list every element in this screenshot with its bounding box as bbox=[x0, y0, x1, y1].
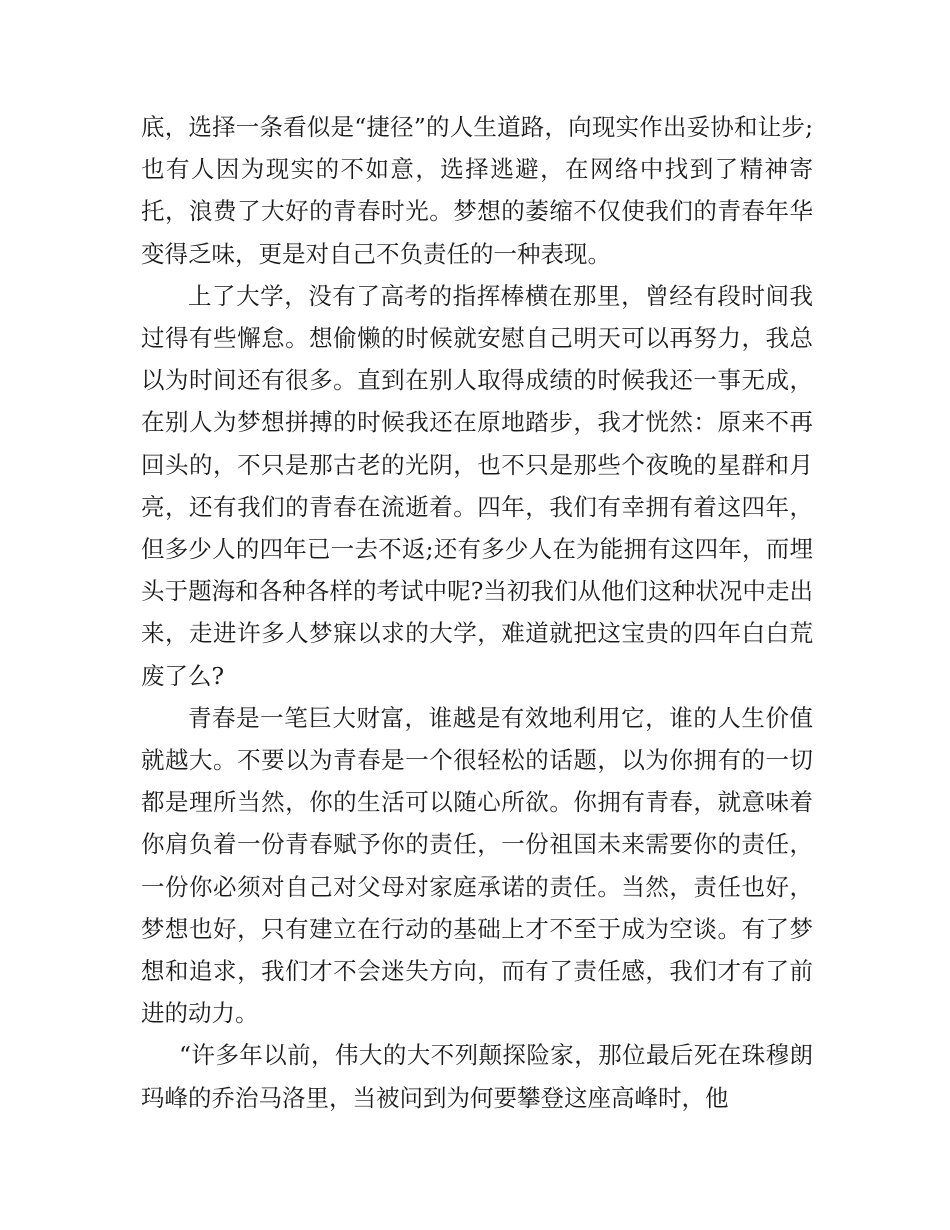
paragraph-3: 青春是一笔巨大财富，谁越是有效地利用它，谁的人生价值就越大。不要以为青春是一个很轻松的话题，以为你拥有的一切都是理所当然，你的生活可以随心所欲。你拥有青春，就意味着你肩负着一份青春赋予你的责任，一份祖国未来需要你的责任，一份你必须对自己对父母对家庭承诺的责任。当然，责任也好，梦想也好，只有建立在行动的基础上才不至于成为空谈。有了梦想和追求，我们才不会迷失方向，而有了责任感，我们才有了前进的动力。 bbox=[141, 703, 813, 1028]
paragraph-1: 底，选择一条看似是“捷径”的人生道路，向现实作出妥协和让步;也有人因为现实的不如意，选择逃避，在网络中找到了精神寄托，浪费了大好的青春时光。梦想的萎缩不仅使我们的青春年华变得乏味，更是对自己不负责任的一种表现。 bbox=[141, 113, 813, 268]
paragraph-2: 上了大学，没有了高考的指挥棒横在那里，曾经有段时间我过得有些懈怠。想偷懒的时候就安慰自己明天可以再努力，我总以为时间还有很多。直到在别人取得成绩的时候我还一事无成，在别人为梦想拼搏的时候我还在原地踏步，我才恍然：原来不再回头的，不只是那古老的光阴，也不只是那些个夜晚的星群和月亮，还有我们的青春在流逝着。四年，我们有幸拥有着这四年，但多少人的四年已一去不返;还有多少人在为能拥有这四年，而埋头于题海和各种各样的考试中呢?当初我们从他们这种状况中走出来，走进许多人梦寐以求的大学，难道就把这宝贵的四年白白荒废了么? bbox=[141, 281, 813, 690]
paragraph-4: “许多年以前，伟大的大不列颠探险家，那位最后死在珠穆朗玛峰的乔治马洛里，当被问到为何要攀登这座高峰时，他 bbox=[141, 1041, 813, 1112]
document-body bbox=[141, 106, 813, 1119]
